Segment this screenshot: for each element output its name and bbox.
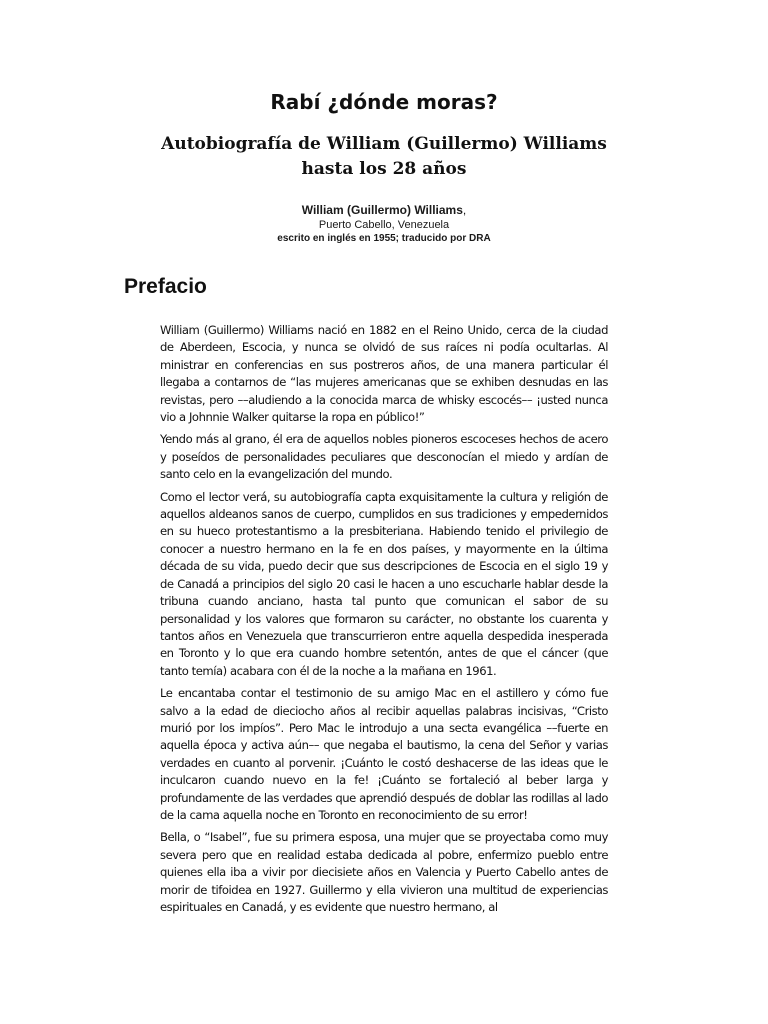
subtitle-line-1: Autobiografía de William (Guillermo) Williams: [161, 134, 607, 154]
preface-body: [160, 322, 608, 921]
paragraph: William (Guillermo) Williams nació en 1882 en el Reino Unido, cerca de la ciudad de Aberdeen, Escocia, y nunca se olvidó de sus raíces ni podía ocultarlas. Al ministrar en conferencias en sus postreros años, de una manera particular él llegaba a contarnos de “las mujeres americanas que se exhiben desnudas en las revistas, pero ––aludiendo a la conocida marca de whisky escocés–– ¡usted nunca vio a Johnnie Walker quitarse la ropa en público!”: [160, 323, 608, 425]
paragraph: Yendo más al grano, él era de aquellos nobles pioneros escoceses hechos de acero y poseídos de personalidades peculiares que desconocían el miedo y ardían de santo celo en la evangelización del mundo.: [160, 432, 608, 482]
translation-note: escrito en inglés en 1955; traducido por DRA: [277, 233, 491, 244]
author-name: William (Guillermo) Williams: [301, 203, 463, 217]
author-place: Puerto Cabello, Venezuela: [318, 219, 450, 231]
paragraph: Le encantaba contar el testimonio de su amigo Mac en el astillero y cómo fue salvo a la edad de dieciocho años al recibir aquellas palabras incisivas, “Cristo murió por los impíos”. Pero Mac le introdujo a una secta evangélica ––fuerte en aquella época y activa aún–– que negaba el bautismo, la cena del Señor y varias verdades en cuanto al porvenir. ¡Cuánto le costó deshacerse de las ideas que le inculcaron cuando nuevo en la fe! ¡Cuánto se fortaleció al beber larga y profundamente de las verdades que aprendió después de doblar las rodillas al lado de la cama aquella noche en Toronto en reconocimiento de su error!: [160, 686, 608, 822]
subtitle-line-2: hasta los 28 años: [301, 159, 467, 179]
document-subtitle: [0, 132, 768, 182]
document-title: Rabí ¿dónde moras?: [270, 90, 498, 114]
author-name-suffix: ,: [462, 203, 467, 217]
section-heading-prefacio: Prefacio: [124, 275, 207, 298]
author-block: [0, 203, 768, 246]
paragraph: Como el lector verá, su autobiografía capta exquisitamente la cultura y religión de aquellos aldeanos sanos de cuerpo, cumplidos en sus tradiciones y empedernidos en su hueco protestantismo a la presbiteriana. Habiendo tenido el privilegio de conocer a nuestro hermano en la fe en dos países, y mayormente en la última década de su vida, puedo decir que sus descripciones de Escocia en el siglo 19 y de Canadá a principios del siglo 20 casi le hacen a uno escucharle hablar desde la tribuna cuando anciano, hasta tal punto que comunican el sabor de su personalidad y los valores que formaron su carácter, no obstante los cuarenta y tantos años en Venezuela que transcurrieron entre aquella despedida inesperada en Toronto y lo que era cuando hombre setentón, antes de que el cáncer (que tanto temía) acabara con él de la noche a la mañana en 1961.: [160, 489, 608, 678]
author-name-line: [0, 203, 768, 218]
paragraph: Bella, o “Isabel”, fue su primera esposa, una mujer que se proyectaba como muy severa pero que en realidad estaba dedicada al pobre, enfermizo pueblo entre quienes ella iba a vivir por diecisiete años en Valencia y Puerto Cabello antes de morir de tifoidea en 1927. Guillermo y ella vivieron una multitud de experiencias espirituales en Canadá, y es evidente que nuestro hermano, al: [160, 830, 608, 914]
